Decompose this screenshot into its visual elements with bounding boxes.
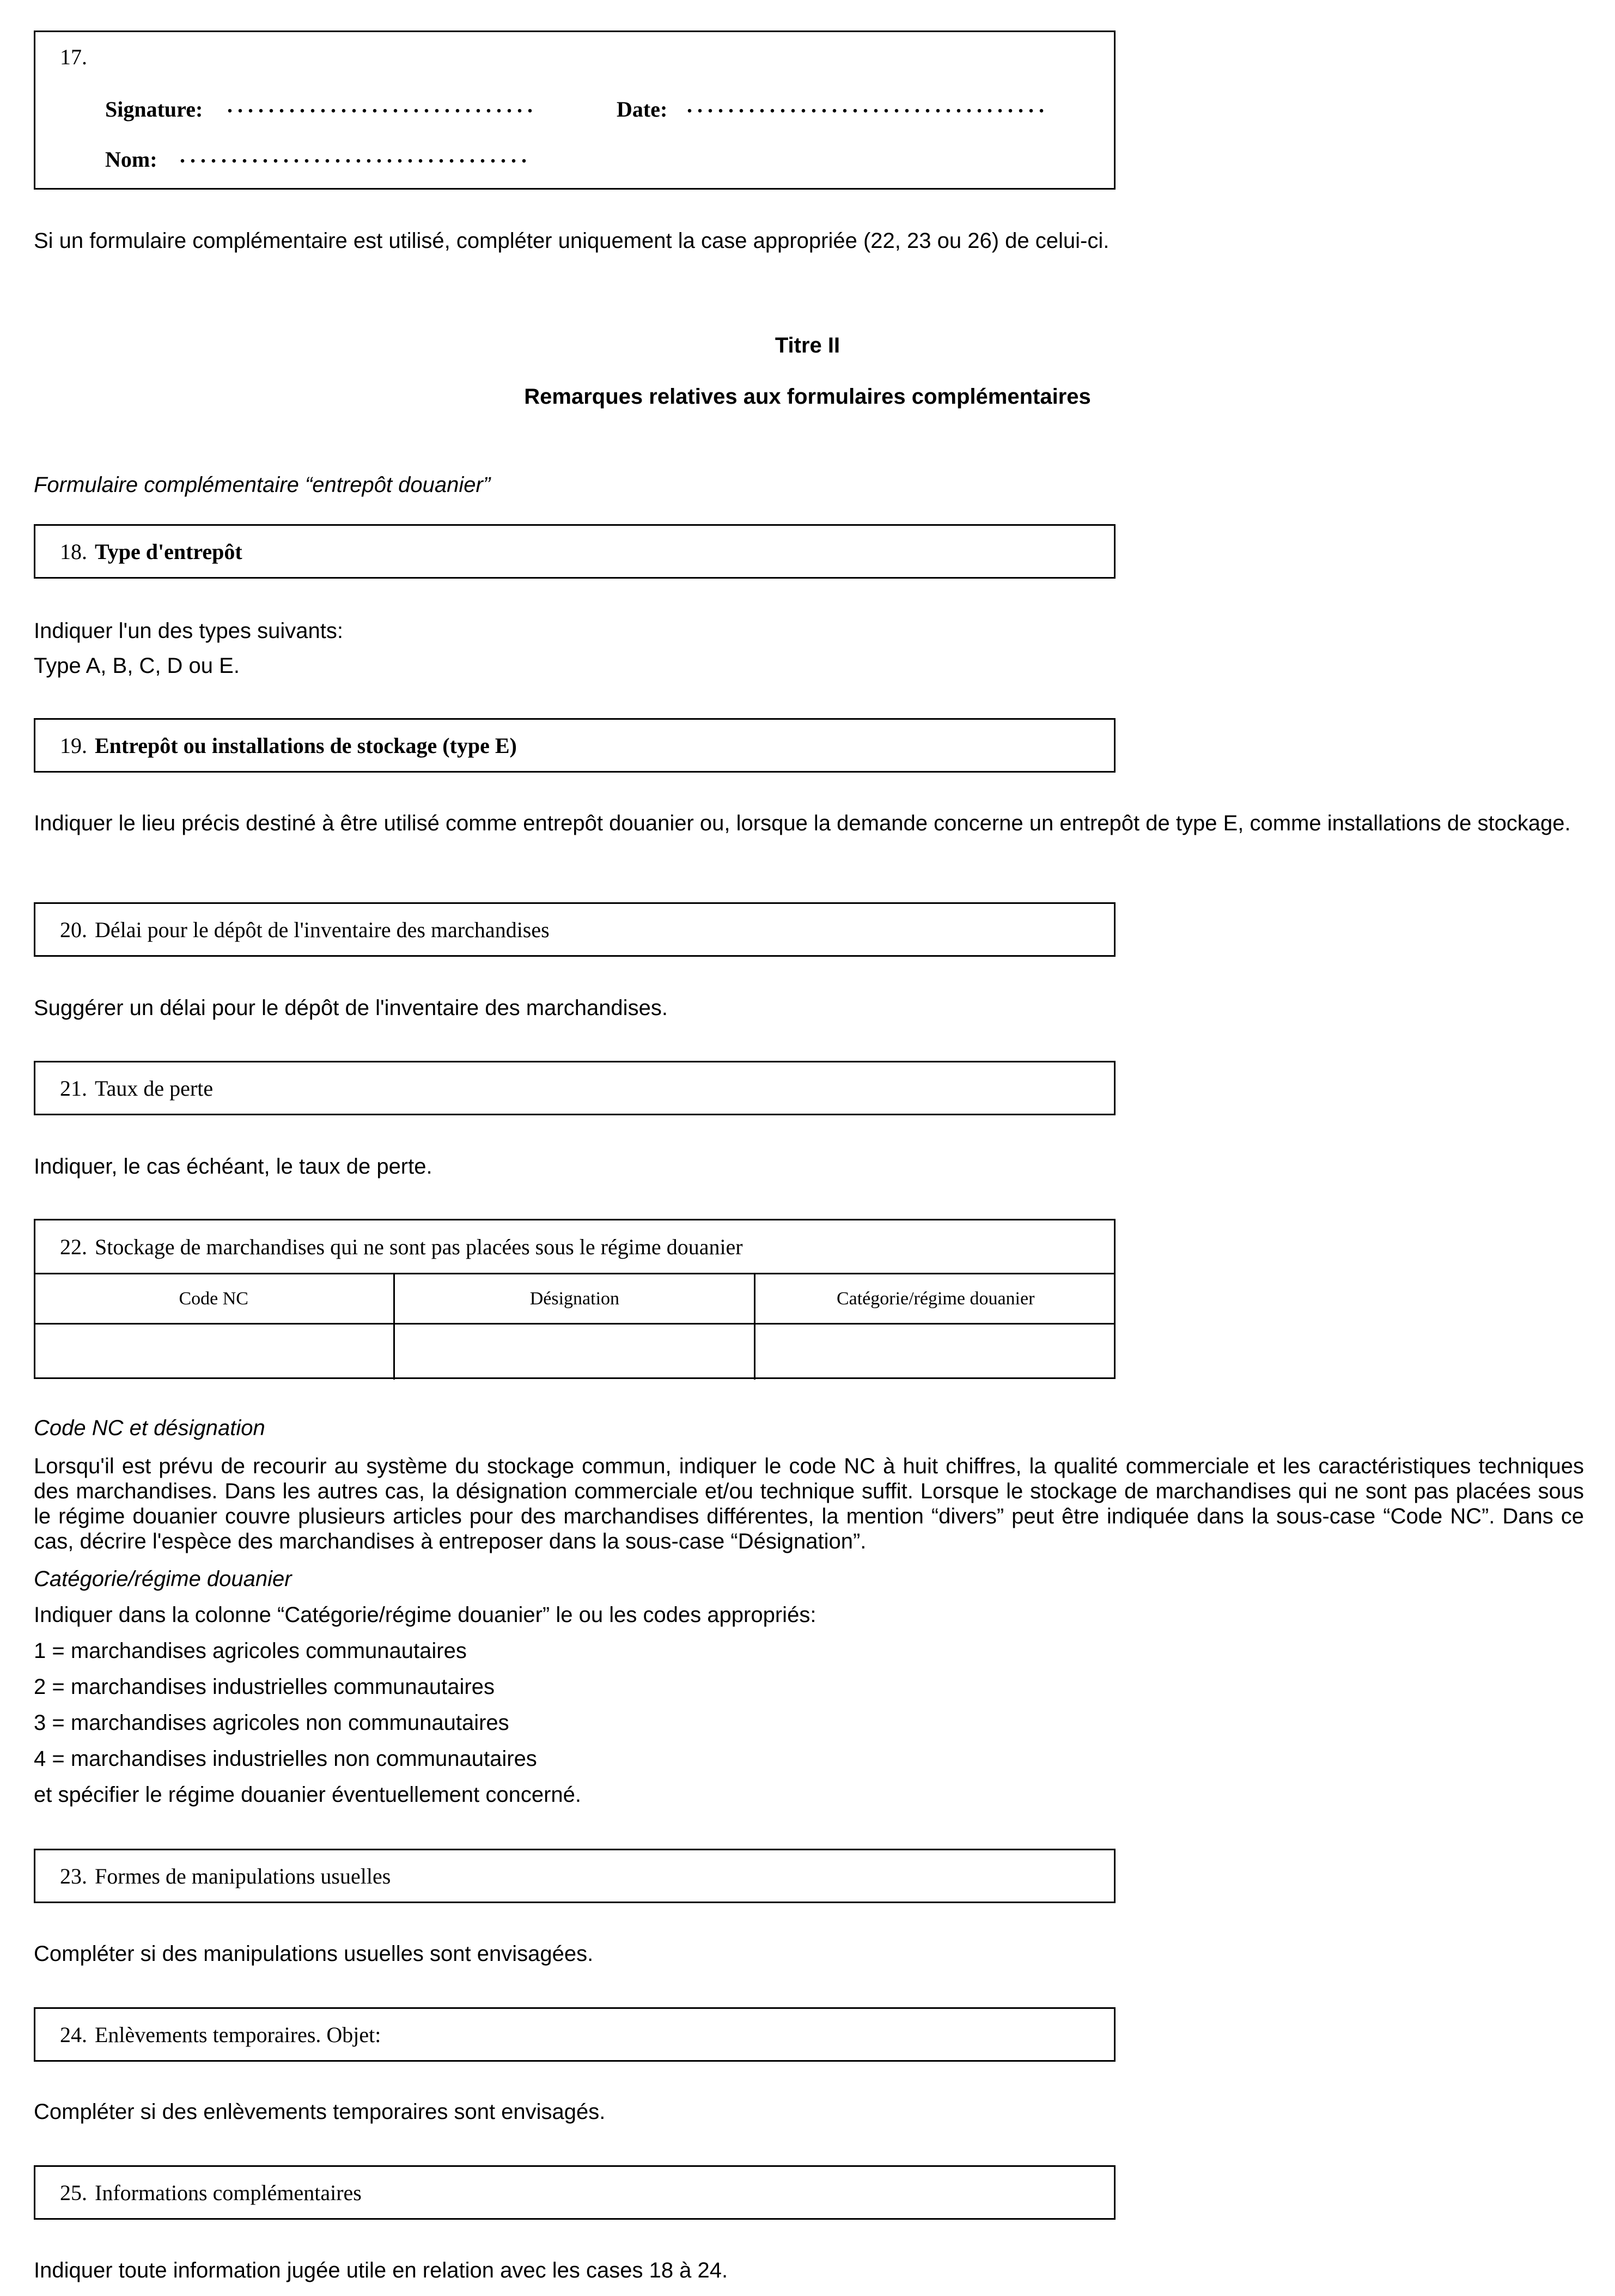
- box-22-label: Stockage de marchandises qui ne sont pas placées sous le régime douanier: [95, 1234, 743, 1259]
- cell-designation[interactable]: [394, 1324, 755, 1380]
- box-22-table: [34, 1273, 1116, 1380]
- section-22-para-2: Indiquer dans la colonne “Catégorie/régime douanier” le ou les codes appropriés:: [34, 1603, 816, 1627]
- code-item-3: 3 = marchandises agricoles non communautaires: [34, 1711, 509, 1735]
- table-row: [34, 1324, 1116, 1380]
- box-20: [34, 902, 1116, 957]
- box-24: [34, 2007, 1116, 2062]
- cell-code-nc[interactable]: [34, 1324, 394, 1380]
- box-21-label: Taux de perte: [95, 1076, 214, 1101]
- text-18-line-2: Type A, B, C, D ou E.: [34, 654, 240, 678]
- text-18-line-1: Indiquer l'un des types suivants:: [34, 619, 343, 643]
- title-line-2: Remarques relatives aux formulaires complémentaires: [524, 385, 1091, 409]
- code-item-2: 2 = marchandises industrielles communautaires: [34, 1675, 495, 1699]
- box-22-number: 22.: [60, 1234, 87, 1259]
- text-24: Compléter si des enlèvements temporaires sont envisagés.: [34, 2100, 606, 2124]
- text-25: Indiquer toute information jugée utile en relation avec les cases 18 à 24.: [34, 2258, 728, 2282]
- title-line-1: Titre II: [775, 333, 840, 357]
- box-25-label: Informations complémentaires: [95, 2180, 362, 2205]
- code-item-1: 1 = marchandises agricoles communautaires: [34, 1639, 467, 1663]
- signature-dots: ..............................: [227, 93, 538, 117]
- box-25: [34, 2165, 1116, 2220]
- box-21-number: 21.: [60, 1076, 87, 1101]
- text-19: Indiquer le lieu précis destiné à être utilisé comme entrepôt douanier ou, lorsque la demande concerne un entrepôt de type E, comme installations de stockage.: [34, 811, 1571, 835]
- column-categorie: Catégorie/régime douanier: [755, 1274, 1116, 1324]
- text-21: Indiquer, le cas échéant, le taux de perte.: [34, 1155, 432, 1179]
- intro-text: Si un formulaire complémentaire est utilisé, compléter uniquement la case appropriée (22, 23 ou 26) de celui-ci.: [34, 229, 1110, 253]
- box-17-number: 17.: [60, 45, 87, 69]
- section-22-para-3: et spécifier le régime douanier éventuellement concerné.: [34, 1783, 582, 1807]
- box-20-label: Délai pour le dépôt de l'inventaire des marchandises: [95, 917, 550, 942]
- table-header-row: [34, 1274, 1116, 1324]
- box-19-label: Entrepôt ou installations de stockage (type E): [95, 733, 517, 758]
- cell-categorie[interactable]: [755, 1324, 1116, 1380]
- box-24-label: Enlèvements temporaires. Objet:: [95, 2022, 381, 2047]
- box-18: [34, 524, 1116, 579]
- box-22: [34, 1219, 1116, 1379]
- section-22-heading-1: Code NC et désignation: [34, 1416, 265, 1440]
- code-item-4: 4 = marchandises industrielles non communautaires: [34, 1747, 537, 1771]
- box-19: [34, 718, 1116, 773]
- box-18-number: 18.: [60, 539, 87, 564]
- column-designation: Désignation: [394, 1274, 755, 1324]
- name-label: Nom:: [105, 147, 157, 172]
- box-25-number: 25.: [60, 2180, 87, 2205]
- box-19-number: 19.: [60, 733, 87, 758]
- box-23-number: 23.: [60, 1863, 87, 1888]
- box-18-label: Type d'entrepôt: [95, 539, 242, 564]
- column-code-nc: Code NC: [34, 1274, 394, 1324]
- date-dots: ...................................: [687, 93, 1049, 117]
- box-23: [34, 1849, 1116, 1903]
- date-label: Date:: [617, 97, 668, 122]
- section-22-heading-2: Catégorie/régime douanier: [34, 1567, 292, 1591]
- signature-label: Signature:: [105, 97, 203, 122]
- box-21: [34, 1061, 1116, 1115]
- section-22-para-1: Lorsqu'il est prévu de recourir au système du stockage commun, indiquer le code NC à huit chiffres, la qualité commerciale et les caractéristiques techniques des marchandises. Dans les autres cas, la désignation commerciale et/ou technique suffit. Lorsque le stockage de marchandises qui ne sont pas placées sous le régime douanier couvre plusieurs articles pour des marchandises différentes, la mention “divers” peut être indiquée dans la sous-case “Code NC”. Dans ce cas, décrire l'espèce des marchandises à entreposer dans la sous-case “Désignation”.: [34, 1454, 1584, 1553]
- box-24-number: 24.: [60, 2022, 87, 2047]
- box-20-number: 20.: [60, 917, 87, 942]
- box-17-signature: [34, 31, 1116, 190]
- box-22-header: [35, 1220, 1114, 1273]
- box-23-label: Formes de manipulations usuelles: [95, 1863, 391, 1888]
- form-heading: Formulaire complémentaire “entrepôt douanier”: [34, 473, 491, 497]
- text-20: Suggérer un délai pour le dépôt de l'inventaire des marchandises.: [34, 996, 668, 1020]
- text-23: Compléter si des manipulations usuelles sont envisagées.: [34, 1942, 594, 1966]
- name-dots: ..................................: [180, 143, 532, 167]
